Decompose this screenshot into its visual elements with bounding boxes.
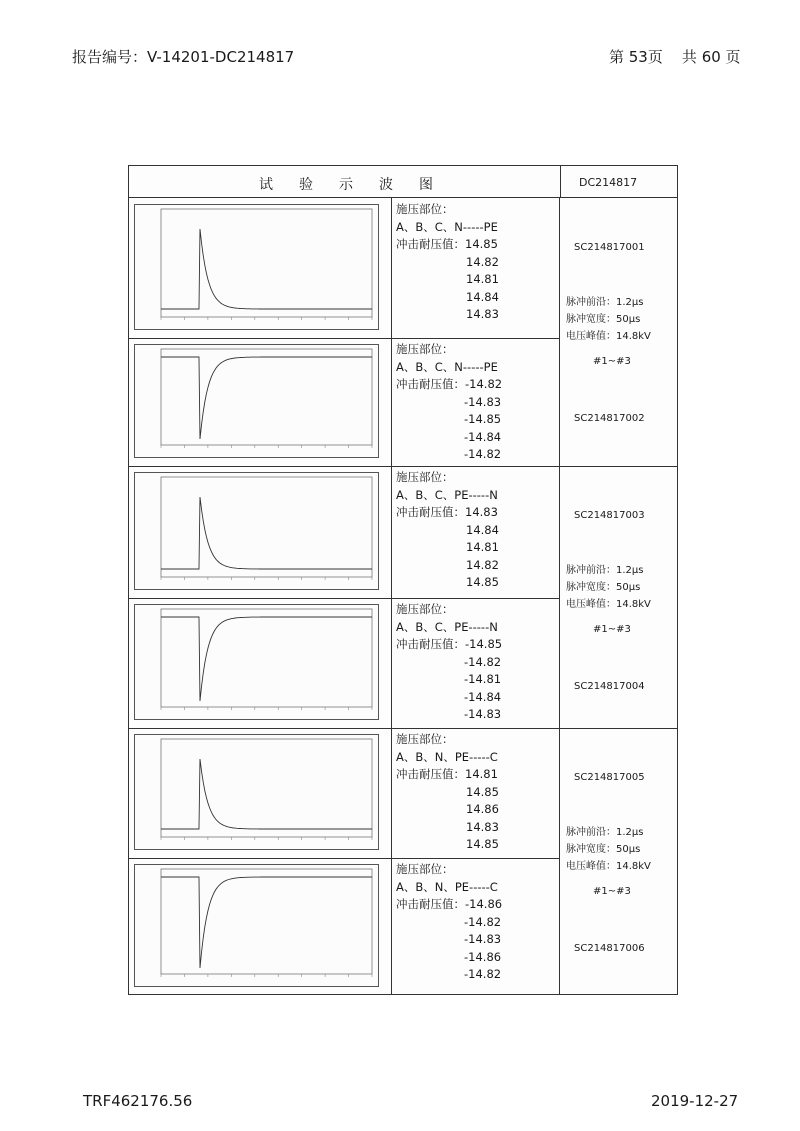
sample-id-b: SC214817002 [574, 413, 645, 424]
sample-id-a: SC214817001 [574, 242, 645, 253]
withstand-value: -14.86 [465, 897, 503, 911]
document-id: TRF462176.56 [83, 1092, 193, 1110]
position-label: 施压部位： [396, 862, 454, 876]
oscillogram-1 [134, 204, 379, 330]
report-number: 报告编号：V-14201-DC214817 [72, 48, 295, 66]
withstand-value: -14.82 [465, 377, 503, 391]
table-title: 试验示波图 [259, 177, 459, 193]
withstand-value: 14.85 [466, 575, 499, 589]
test-values-5 [396, 731, 556, 854]
position-label: 施压部位： [396, 202, 454, 216]
withstand-value: -14.82 [464, 967, 502, 981]
waveform-trace [161, 497, 372, 569]
oscillogram-3 [134, 472, 379, 590]
withstand-value: 14.85 [466, 784, 499, 799]
withstand-value: -14.86 [464, 949, 502, 964]
withstand-value: -14.82 [464, 914, 502, 929]
withstand-value: 14.83 [465, 505, 498, 519]
withstand-value: -14.84 [464, 429, 502, 444]
sample-id-a: SC214817005 [574, 772, 645, 783]
position-label: 施压部位： [396, 602, 454, 616]
withstand-value: -14.82 [464, 447, 502, 461]
withstand-label: 冲击耐压值： [396, 377, 465, 391]
withstand-value: -14.82 [464, 654, 502, 669]
withstand-label: 冲击耐压值： [396, 237, 465, 251]
withstand-label: 冲击耐压值： [396, 897, 465, 911]
oscillogram-6 [134, 864, 379, 987]
withstand-value: 14.82 [466, 557, 499, 572]
withstand-value: 14.85 [465, 237, 498, 251]
pulse-width: 脉冲宽度：50μs [566, 844, 641, 855]
withstand-value: -14.83 [464, 932, 502, 946]
waveform-trace [161, 759, 372, 829]
sample-id-a: SC214817003 [574, 510, 645, 521]
oscillogram-2 [134, 344, 379, 458]
peak-voltage: 电压峰值：14.8kV [566, 599, 651, 610]
oscillogram-table [128, 165, 678, 995]
sample-range: #1~#3 [593, 624, 631, 635]
waveform-trace [161, 617, 372, 701]
waveform-trace [161, 229, 372, 309]
pulse-width: 脉冲宽度：50μs [566, 582, 641, 593]
withstand-value: -14.85 [464, 412, 502, 426]
position-value: A、B、C、PE-----N [396, 487, 498, 502]
position-value: A、B、C、PE-----N [396, 619, 498, 634]
table-code: DC214817 [579, 176, 638, 189]
table-title-row [129, 166, 677, 198]
oscillogram-4 [134, 604, 379, 720]
withstand-value: 14.84 [466, 289, 499, 304]
position-label: 施压部位： [396, 732, 454, 746]
position-value: A、B、N、PE-----C [396, 749, 498, 764]
position-value: A、B、N、PE-----C [396, 879, 498, 894]
withstand-label: 冲击耐压值： [396, 767, 465, 781]
withstand-value: 14.84 [466, 522, 499, 537]
sample-range: #1~#3 [593, 356, 631, 367]
peak-voltage: 电压峰值：14.8kV [566, 331, 651, 342]
waveform-trace [161, 877, 372, 968]
withstand-value: 14.82 [466, 254, 499, 269]
withstand-value: 14.81 [466, 540, 499, 554]
oscillogram-5 [134, 734, 379, 850]
test-values-3 [396, 469, 556, 592]
test-values-2 [396, 341, 556, 464]
withstand-value: 14.83 [466, 307, 499, 321]
withstand-value: -14.83 [464, 707, 502, 721]
pulse-width: 脉冲宽度：50μs [566, 314, 641, 325]
test-values-4 [396, 601, 556, 724]
page-info: 第 53页 共 60 页 [609, 48, 741, 66]
position-value: A、B、C、N-----PE [396, 219, 498, 234]
withstand-value: 14.86 [466, 802, 499, 816]
withstand-label: 冲击耐压值： [396, 505, 465, 519]
position-label: 施压部位： [396, 470, 454, 484]
test-values-6 [396, 861, 556, 984]
pulse-front-time: 脉冲前沿：1.2μs [566, 565, 644, 576]
peak-voltage: 电压峰值：14.8kV [566, 861, 651, 872]
withstand-value: 14.81 [465, 767, 498, 781]
sample-id-b: SC214817006 [574, 943, 645, 954]
pulse-front-time: 脉冲前沿：1.2μs [566, 297, 644, 308]
report-date: 2019-12-27 [651, 1092, 739, 1110]
pulse-front-time: 脉冲前沿：1.2μs [566, 827, 644, 838]
waveform-trace [161, 357, 372, 439]
withstand-value: 14.85 [466, 837, 499, 851]
withstand-value: -14.81 [464, 672, 502, 686]
withstand-value: -14.83 [464, 394, 502, 409]
position-value: A、B、C、N-----PE [396, 359, 498, 374]
sample-id-b: SC214817004 [574, 681, 645, 692]
position-label: 施压部位： [396, 342, 454, 356]
withstand-value: -14.85 [465, 637, 503, 651]
test-values-1 [396, 201, 556, 324]
sample-range: #1~#3 [593, 886, 631, 897]
withstand-value: 14.83 [466, 819, 499, 834]
withstand-value: -14.84 [464, 689, 502, 704]
withstand-label: 冲击耐压值： [396, 637, 465, 651]
withstand-value: 14.81 [466, 272, 499, 286]
